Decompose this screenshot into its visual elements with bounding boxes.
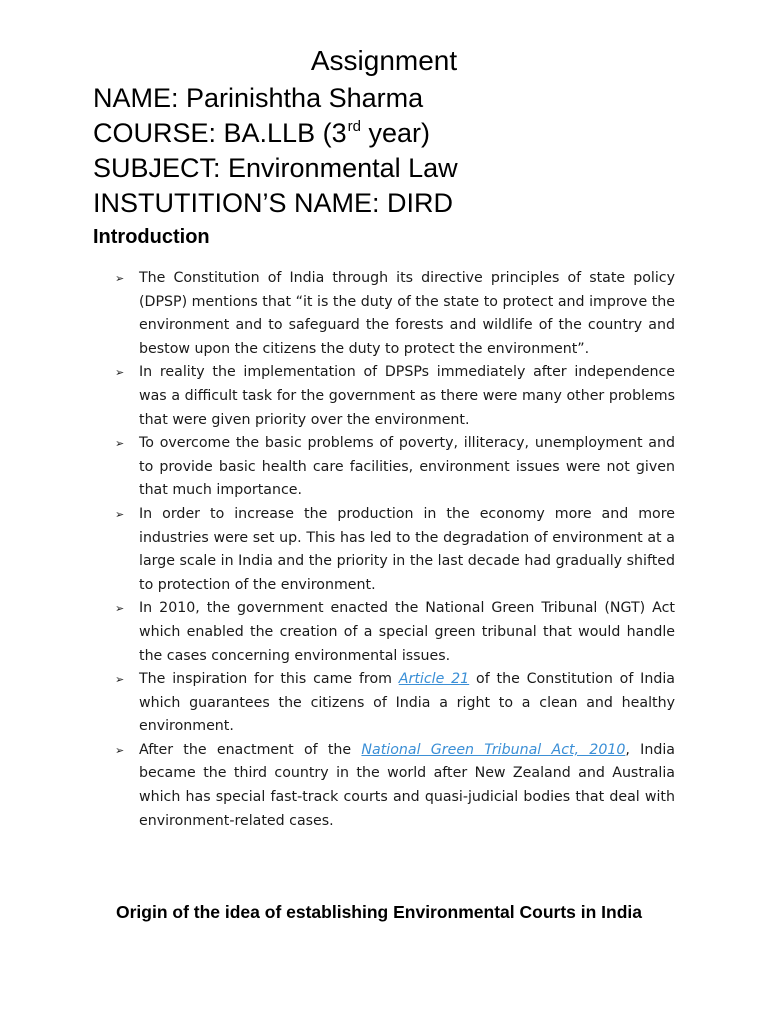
article-21-link[interactable]: Article 21 bbox=[398, 671, 470, 688]
subject-line: SUBJECT: Environmental Law bbox=[93, 153, 458, 183]
ngt-act-link[interactable]: National Green Tribunal Act, 2010 bbox=[361, 741, 626, 758]
introduction-heading: Introduction bbox=[93, 226, 210, 248]
arrow-bullet-icon: ➢ bbox=[115, 437, 125, 451]
institution-line: INSTUTITION’S NAME: DIRD bbox=[93, 188, 454, 218]
arrow-bullet-icon: ➢ bbox=[115, 602, 125, 616]
bullet-item bbox=[115, 503, 675, 597]
bullet-text: In 2010, the government enacted the National Green Tribunal (NGT) Act which enabled the creation of a special green tribunal that would handle the cases concerning environmental issues. bbox=[139, 600, 675, 664]
bullet-text: To overcome the basic problems of poverty, illiteracy, unemployment and to provide basic health care facilities, environment issues were not given that much importance. bbox=[139, 435, 675, 499]
arrow-bullet-icon: ➢ bbox=[115, 366, 125, 380]
bullet-item bbox=[115, 668, 675, 739]
origin-heading: Origin of the idea of establishing Environmental Courts in India bbox=[116, 902, 643, 922]
arrow-bullet-icon: ➢ bbox=[115, 272, 125, 285]
course-prefix: COURSE: BA.LLB (3 bbox=[93, 118, 347, 148]
student-name: NAME: Parinishtha Sharma bbox=[93, 83, 424, 113]
document-title: Assignment bbox=[310, 45, 458, 76]
bullet-text: The Constitution of India through its directive principles of state policy (DPSP) mentions that “it is the duty of the state to protect and improve the environment and to safeguard the forests and wildlife of the country and bestow upon the citizens the duty to protect the environment”. bbox=[139, 270, 675, 357]
bullet-item bbox=[115, 267, 675, 361]
course-suffix: year) bbox=[360, 118, 430, 148]
bullet-text-after-link: of the Constitution of India which guarantees the citizens of India a right to a clean and healthy environment. bbox=[139, 671, 675, 735]
course-line bbox=[93, 116, 430, 155]
bullet-item bbox=[115, 739, 675, 833]
course-superscript: rd bbox=[347, 118, 361, 135]
bullet-text: In order to increase the production in the economy more and more industries were set up. This has led to the degradation of environment at a large scale in India and the priority in the last decade had gradually shifted to protection of the environment. bbox=[139, 505, 675, 593]
bullet-item bbox=[115, 432, 675, 503]
introduction-bullet-list bbox=[115, 267, 675, 833]
arrow-bullet-icon: ➢ bbox=[115, 673, 125, 687]
arrow-bullet-icon: ➢ bbox=[115, 743, 125, 757]
bullet-item bbox=[115, 597, 675, 668]
bullet-text: In reality the implementation of DPSPs immediately after independence was a difficult task for the government as there were many other problems that were given priority over the environment. bbox=[139, 364, 675, 428]
bullet-text-after-link: , India became the third country in the world after New Zealand and Australia which has special fast-track courts and quasi-judicial bodies that deal with environment-related cases. bbox=[139, 741, 675, 829]
arrow-bullet-icon: ➢ bbox=[115, 507, 125, 521]
bullet-item bbox=[115, 361, 675, 432]
bullet-text-before-link: After the enactment of the bbox=[139, 741, 362, 758]
bullet-text-before-link: The inspiration for this came from bbox=[139, 671, 399, 688]
